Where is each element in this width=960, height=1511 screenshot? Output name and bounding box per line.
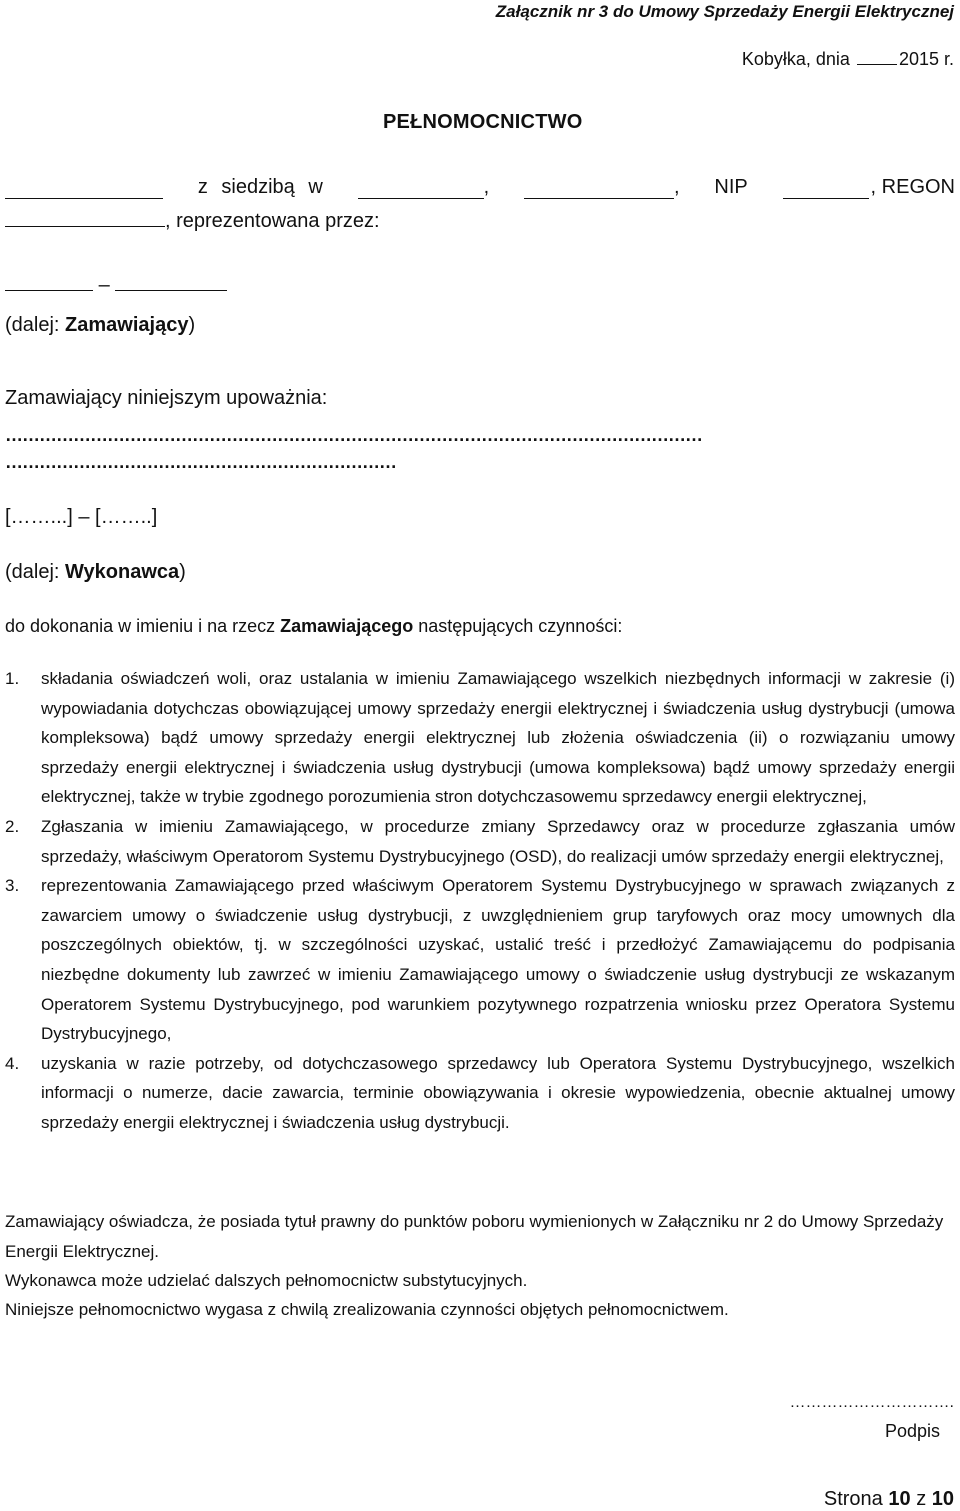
company-name-blank — [5, 180, 163, 199]
representative-name-blank — [5, 272, 93, 291]
representative-role-blank — [115, 272, 227, 291]
agent-designation — [5, 561, 186, 584]
authorizes-statement: Zamawiający niniejszym upoważnia: — [5, 387, 328, 409]
place-label: Kobyłka, dnia — [741, 49, 850, 69]
address-field — [524, 176, 680, 199]
scope-intro-bold: Zamawiającego — [280, 616, 414, 636]
designation-suffix: ) — [179, 561, 186, 583]
regon-blank — [5, 208, 165, 227]
designation-suffix: ) — [188, 314, 196, 336]
action-number: 1. — [5, 669, 20, 688]
principal-identification-line — [5, 176, 955, 199]
comma: , — [673, 176, 680, 198]
agent-name: Wykonawca — [65, 561, 180, 583]
designation-prefix: (dalej: — [5, 561, 66, 583]
action-item — [5, 1049, 955, 1138]
principal-name: Zamawiający — [65, 314, 189, 336]
agent-placeholder: [……...] – [……..] — [5, 506, 158, 528]
page-total: 10 — [931, 1488, 954, 1510]
principal-designation — [5, 314, 195, 337]
action-item — [5, 871, 955, 1049]
designation-prefix: (dalej: — [5, 314, 66, 336]
representative-line — [5, 272, 227, 297]
agent-dots-line-1: …………………………………………………………………………………………………………… — [5, 425, 702, 445]
action-text: składania oświadczeń woli, oraz ustalania w imieniu Zamawiającego wszelkich niezbędnych informacji w zakresie (i) wypowiadania dotychczas obowiązującej umowy sprzedaży energii elektrycznej i świadczenia usług dystrybucji (umowa kompleksowa) bądź umowy sprzedaży energii elektrycznej lub złożenia oświadczenia (ii) o rozwiązaniu umowy sprzedaży energii elektrycznej i świadczenia usług dystrybucji (umowa kompleksowa) bądź umowy sprzedaży energii elektrycznej, także w trybie zgodnego porozumienia stron dotychczasowemu sprzedawcy energii elektrycznej, — [41, 669, 955, 807]
signature-line: …………………………. — [789, 1394, 954, 1411]
place-date — [742, 48, 954, 70]
represented-by-label: , reprezentowana przez: — [165, 210, 380, 232]
action-number: 4. — [5, 1053, 20, 1073]
year-label: 2015 r. — [898, 49, 954, 69]
seat-field — [358, 176, 490, 199]
action-text: uzyskania w razie potrzeby, od dotychczasowego sprzedawcy lub Operatora Systemu Dystrybucyjnego, wszelkich informacji o numerze, dacie zawarcia, terminie obowiązywania i okresie wypowiedzenia, obecnie aktualnej umowy sprzedaży energii elektrycznej i świadczenia usług dystrybucji. — [41, 1053, 955, 1132]
action-text: Zgłaszania w imieniu Zamawiającego, w procedurze zmiany Sprzedawcy oraz w procedurze zgłaszania umów sprzedaży, właściwym Operatorom Systemu Dystrybucyjnego (OSD), do realizacji umów sprzedaży energii elektrycznej, — [41, 816, 955, 866]
seat-blank — [358, 180, 484, 199]
document-title: PEŁNOMOCNICTWO — [383, 111, 583, 133]
page-separator: z — [916, 1488, 927, 1510]
scope-intro-text: do dokonania w imieniu i na rzecz — [5, 616, 281, 636]
action-number: 2. — [5, 816, 20, 836]
substitution-statement: Wykonawca może udzielać dalszych pełnomocnictw substytucyjnych. — [5, 1271, 528, 1290]
scope-intro-text: następujących czynności: — [413, 616, 623, 636]
address-blank — [524, 180, 674, 199]
day-blank — [857, 48, 897, 65]
representation-line — [5, 208, 380, 233]
expiry-statement: Niniejsze pełnomocnictwo wygasa z chwilą zrealizowania czynności objętych pełnomocnictwem. — [5, 1300, 729, 1319]
scope-intro — [5, 616, 622, 637]
signature-label: Podpis — [884, 1421, 940, 1441]
action-number: 3. — [5, 876, 20, 896]
seat-label: z siedzibą w — [197, 176, 323, 198]
dash: – — [98, 274, 110, 296]
nip-label: NIP — [714, 176, 748, 198]
action-item — [5, 664, 955, 812]
agent-dots-line-2: …………………………………………………………… — [5, 452, 396, 472]
legal-title-statement: Zamawiający oświadcza, że posiada tytuł prawny do punktów poboru wymienionych w Załączniku nr 2 do Umowy Sprzedaży Energii Elektrycznej. — [5, 1212, 944, 1261]
nip-field — [783, 176, 955, 199]
action-item — [5, 812, 955, 871]
comma: , — [483, 176, 490, 198]
annex-title: Załącznik nr 3 do Umowy Sprzedaży Energii Elektrycznej — [495, 2, 954, 21]
action-text: reprezentowania Zamawiającego przed właściwym Operatorem Systemu Dystrybucyjnego w sprawach związanych z zawarciem umowy o świadczenie usług dystrybucji, z uwzględnieniem grup taryfowych oraz mocy umownych dla poszczególnych obiektów, tj. w szczególności uzyskać, ustalić treść i przedłożyć Zamawiającemu do podpisania niezbędne dokumenty lub zawrzeć w imieniu Zamawiającego umowy o świadczenie usług dystrybucji ze wskazanym Operatorem Systemu Dystrybucyjnego, pod warunkiem pozytywnego rozpatrzenia wniosku przez Operatora Systemu Dystrybucyjnego, — [41, 876, 955, 1044]
page-prefix: Strona — [823, 1488, 883, 1510]
page-number — [824, 1488, 954, 1511]
actions-list — [5, 664, 955, 1138]
nip-blank — [783, 180, 869, 199]
regon-label: , REGON — [870, 176, 955, 198]
page-current: 10 — [888, 1488, 911, 1510]
